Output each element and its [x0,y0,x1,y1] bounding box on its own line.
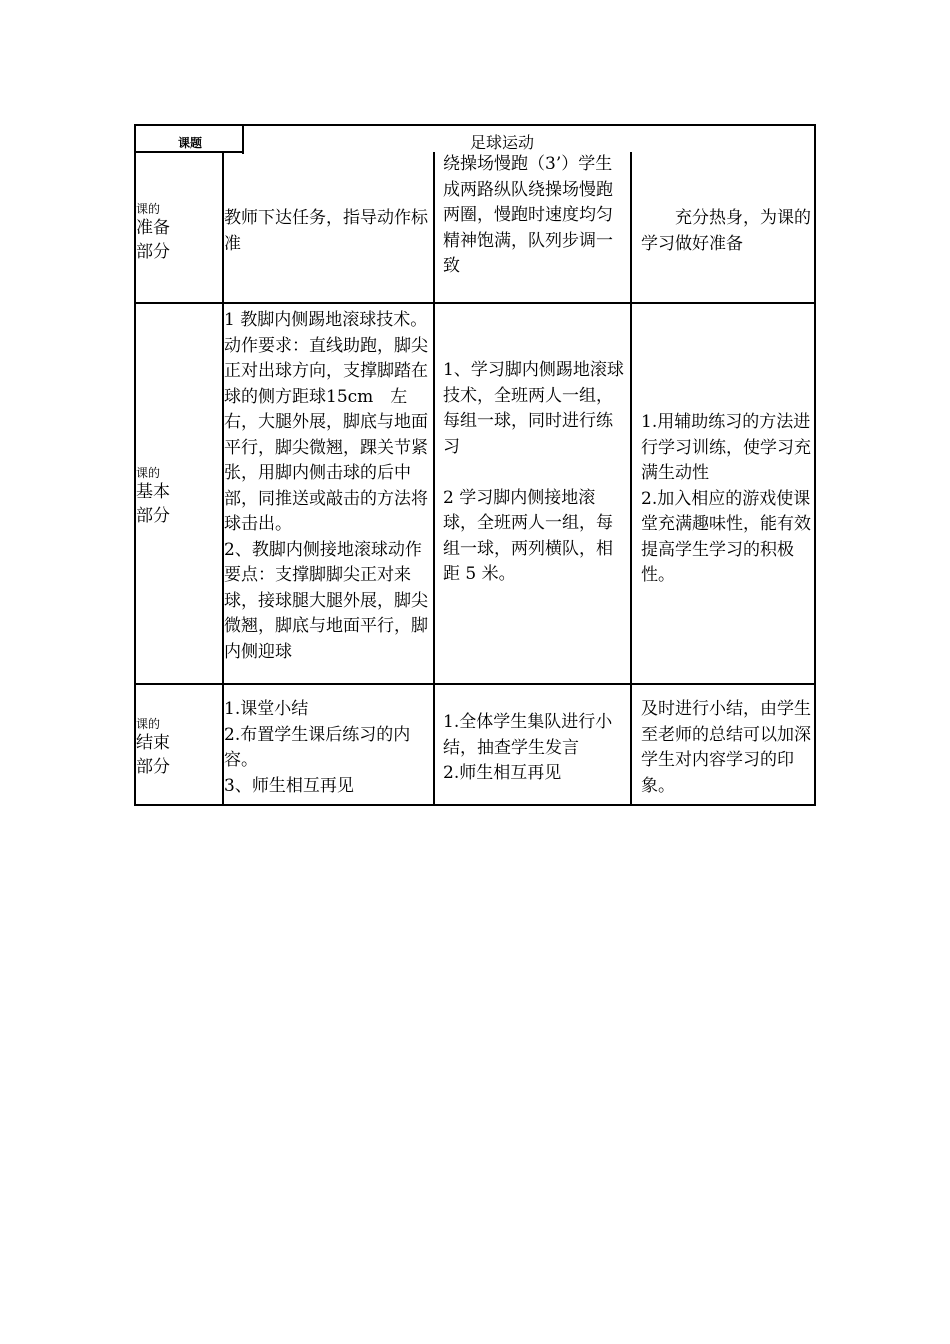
row-prep-student: 绕操场慢跑（3’）学生成两路纵队绕操场慢跑两圈，慢跑时速度均匀精神饱满，队列步调一致 [443,154,613,276]
table-border-bottom [134,804,816,806]
column-divider-2 [433,152,435,806]
section-prefix: 课的 [136,466,161,480]
row-end-section [136,717,170,779]
row-divider-2 [134,683,816,685]
row-end-purpose: 及时进行小结，由学生至老师的总结可以加深学生对内容学习的印象。 [641,699,811,796]
row-end-teacher: 1.课堂小结 2.布置学生课后练习的内容。 3、师生相互再见 [224,699,411,796]
row-prep-teacher: 教师下达任务，指导动作标准 [224,208,428,254]
row-prep-section [136,202,170,264]
row-basic-teacher: 1 教脚内侧踢地滚球技术。动作要求：直线助跑，脚尖正对出球方向，支撑脚踏在球的侧方距球15cm 左右，大腿外展，脚底与地面平行，脚尖微翘，踝关节紧张，用脚内侧击球的后中部，同推送或敲击的方法将球击出。 2、教脚内侧接地滚球动作要点：支撑脚脚尖正对来球，接球腿大腿外展，脚尖微翘，脚底与地面平行，脚内侧迎球 [224,310,428,662]
row-basic-student: 1、学习脚内侧踢地滚球技术，全班两人一组，每组一球，同时进行练习 2 学习脚内侧接地滚球，全班两人一组，每组一球，两列横队，相距 5 米。 [443,360,624,584]
row-prep-purpose: 充分热身，为课的学习做好准备 [641,208,811,254]
topic-label: 课题 [177,136,202,150]
row-basic-purpose: 1.用辅助练习的方法进行学习训练，使学习充满生动性 2.加入相应的游戏使课堂充满趣味性，能有效提高学生学习的积极性。 [641,412,811,585]
row-basic-section [136,466,170,528]
column-divider-3 [630,152,632,806]
table-border-right [814,124,816,806]
row-end-student: 1.全体学生集队进行小结，抽查学生发言 2.师生相互再见 [443,712,613,783]
section-name: 准备 部分 [136,218,170,262]
lesson-plan-table [134,124,816,806]
row-divider-1 [134,302,816,304]
section-name: 基本 部分 [136,482,170,526]
section-name: 结束 部分 [136,733,170,777]
topic-value: 足球运动 [470,133,535,152]
section-prefix: 课的 [136,717,161,731]
section-prefix: 课的 [136,202,161,216]
